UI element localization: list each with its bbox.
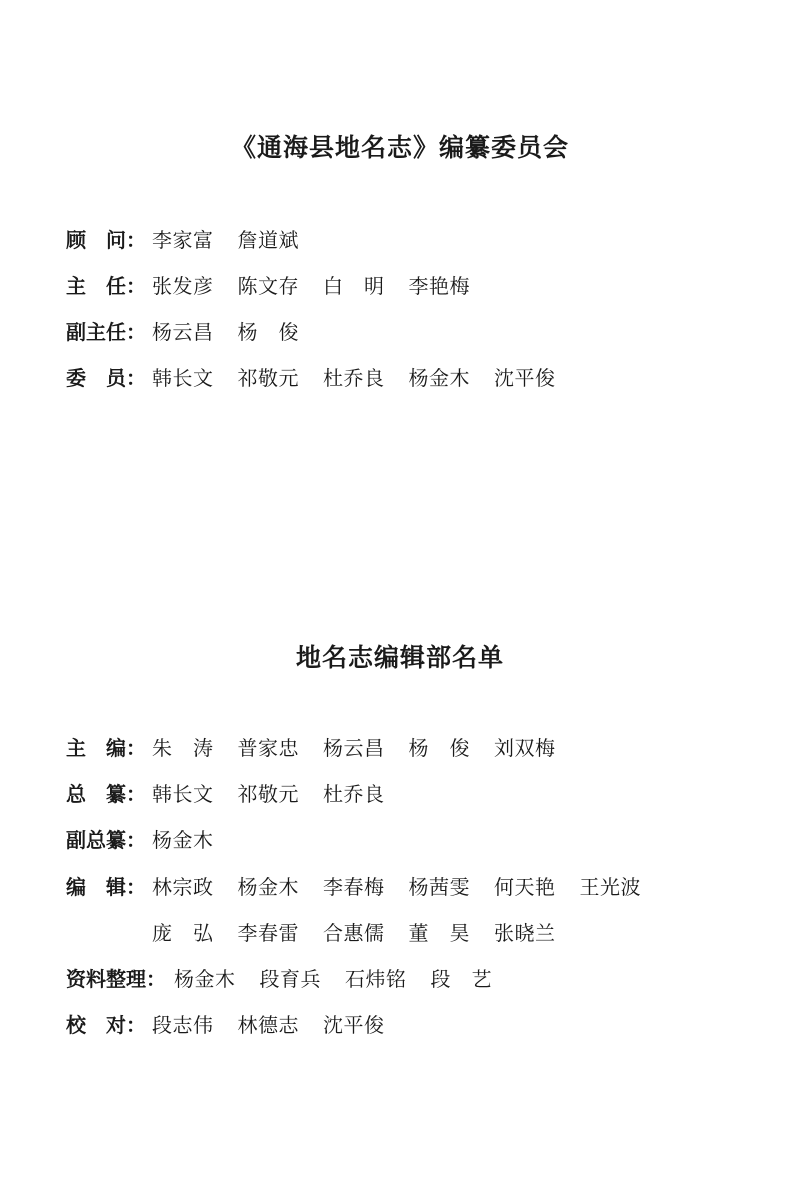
row-label: 委 员： [66,366,146,390]
name-list [152,272,494,300]
person-name: 李家富 [152,228,214,252]
editorial-row-editors [66,873,665,901]
name-list [152,826,238,854]
person-name: 李春雷 [237,921,299,945]
person-name: 陈文存 [237,274,299,298]
row-label: 总 纂： [66,782,146,806]
editorial-row-editors-continued [66,919,580,947]
person-name: 董 昊 [408,921,470,945]
person-name: 沈平俊 [323,1013,385,1037]
row-label: 主 任： [66,274,146,298]
person-name: 张晓兰 [494,921,556,945]
person-name: 杨金木 [152,828,214,852]
person-name: 杜乔良 [323,366,385,390]
name-list [152,780,409,808]
person-name: 杨金木 [174,967,236,991]
person-name: 刘双梅 [494,736,556,760]
person-name: 沈平俊 [494,366,556,390]
person-name: 段志伟 [152,1013,214,1037]
person-name: 杨云昌 [323,736,385,760]
row-label: 副总纂： [66,828,146,852]
editorial-row-chief-editor [66,734,580,762]
person-name: 李艳梅 [408,274,470,298]
person-name: 林德志 [237,1013,299,1037]
person-name: 段 艺 [430,967,492,991]
name-list [152,318,323,346]
committee-row-deputy-director [66,318,323,346]
person-name: 林宗政 [152,875,214,899]
person-name: 李春梅 [323,875,385,899]
name-list [152,919,580,947]
name-list [152,226,323,254]
row-label: 主 编： [66,736,146,760]
row-label: 顾 问： [66,228,146,252]
row-label: 副主任： [66,320,146,344]
person-name: 祁敬元 [237,366,299,390]
editorial-row-data-compilation [66,965,516,993]
person-name: 杨云昌 [152,320,214,344]
person-name: 何天艳 [494,875,556,899]
editorial-title: 地名志编辑部名单 [295,643,504,672]
row-label: 校 对： [66,1013,146,1037]
person-name: 杨金木 [408,366,470,390]
person-name: 杜乔良 [323,782,385,806]
editorial-row-proofreading [66,1011,409,1039]
name-list [152,364,580,392]
person-name: 石炜铭 [345,967,407,991]
row-label: 编 辑： [66,875,146,899]
person-name: 祁敬元 [237,782,299,806]
name-list [152,734,580,762]
person-name: 韩长文 [152,366,214,390]
person-name: 普家忠 [237,736,299,760]
person-name: 庞 弘 [152,921,214,945]
person-name: 杨茜雯 [408,875,470,899]
person-name: 朱 涛 [152,736,214,760]
person-name: 段育兵 [259,967,321,991]
committee-row-director [66,272,494,300]
person-name: 詹道斌 [237,228,299,252]
person-name: 王光波 [579,875,641,899]
row-label: 资料整理： [66,967,166,991]
person-name: 韩长文 [152,782,214,806]
name-list [152,1011,409,1039]
editorial-row-deputy-compiler [66,826,238,854]
editorial-row-general-compiler [66,780,409,808]
name-list [152,873,665,901]
person-name: 杨金木 [237,875,299,899]
person-name: 合惠儒 [323,921,385,945]
name-list [174,965,516,993]
committee-row-members [66,364,580,392]
person-name: 张发彦 [152,274,214,298]
person-name: 杨 俊 [237,320,299,344]
person-name: 白 明 [323,274,385,298]
person-name: 杨 俊 [408,736,470,760]
committee-row-advisor [66,226,323,254]
committee-title: 《通海县地名志》编纂委员会 [230,133,569,162]
